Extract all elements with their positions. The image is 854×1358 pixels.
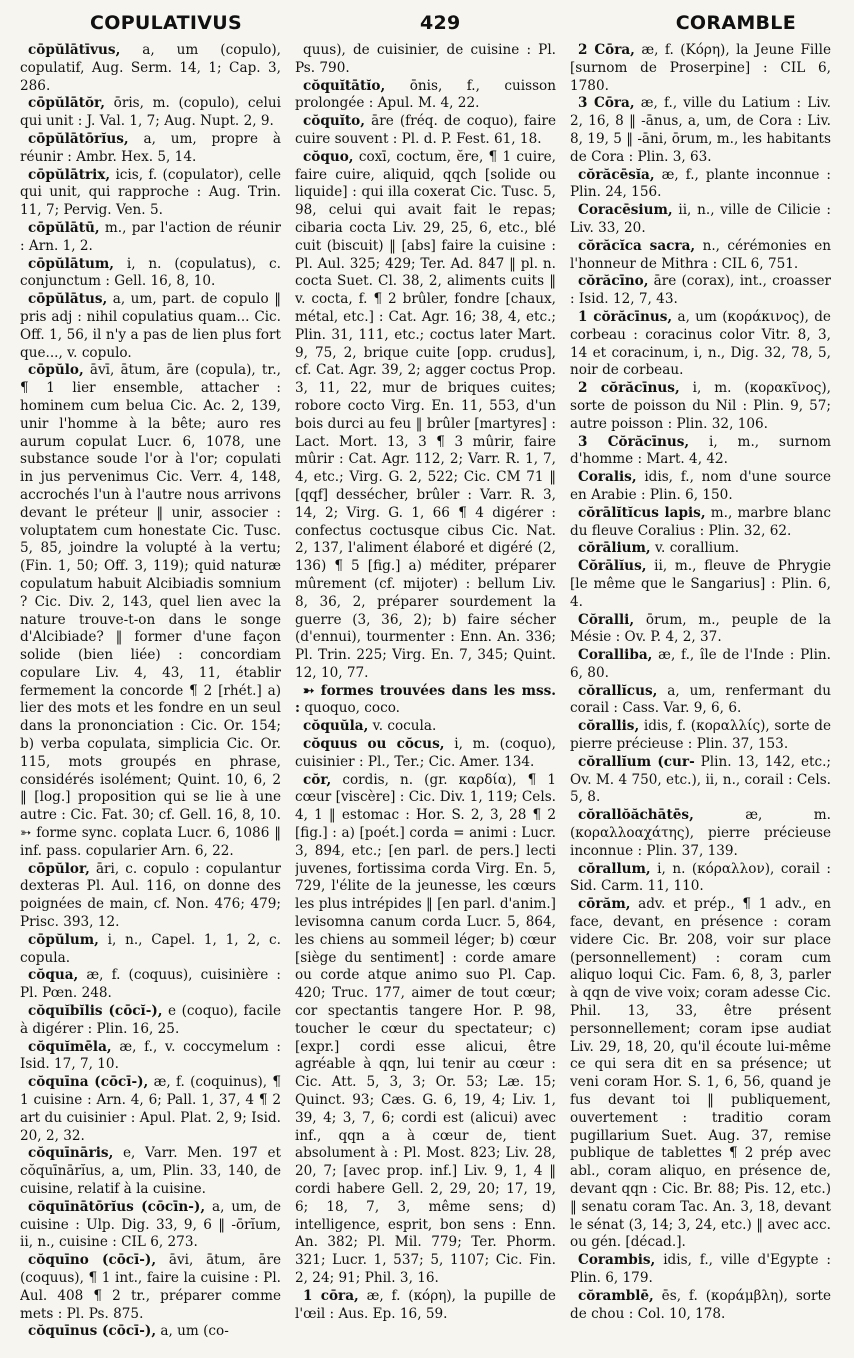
- entry-body: idis, f., nom d'une source en Arabie : Plin. 6, 150.: [570, 469, 831, 503]
- entry-body: i, m. (κορακῖνος), sorte de poisson du Nil : Plin. 9, 57; autre poisson : Plin. 32, 106.: [570, 380, 831, 432]
- dictionary-entry: [295, 772, 556, 1288]
- entry-headword: cŏrăcĭca sacra,: [578, 237, 696, 254]
- dictionary-entry: [20, 1003, 281, 1039]
- dictionary-entry: [570, 647, 831, 683]
- entry-headword: 3 Cŏrăcīnus,: [578, 433, 690, 450]
- entry-headword: 2 cŏrăcīnus,: [578, 380, 680, 397]
- dictionary-entry: [570, 167, 831, 203]
- entry-body: æ, f., île de l'Inde : Plin. 6, 80.: [570, 647, 831, 681]
- entry-headword: cŏrallĭum (cur-: [578, 753, 695, 770]
- entry-headword: cŏquĭbĭlis (cōcĭ-),: [28, 1003, 163, 1020]
- entry-headword: cōpŭlātū,: [28, 219, 100, 236]
- dictionary-entry: [295, 683, 556, 719]
- entry-headword: cŏquŭla,: [303, 718, 369, 735]
- dictionary-entry: [20, 1039, 281, 1075]
- dictionary-entry: [570, 505, 831, 541]
- entry-headword: cŏrallĭcus,: [578, 682, 658, 699]
- entry-body: idis, f. (κοραλλίς), sorte de pierre précieuse : Plin. 37, 153.: [570, 718, 831, 753]
- entry-headword: cŏquĭto,: [303, 113, 365, 130]
- dictionary-entry: [20, 291, 281, 362]
- dictionary-entry: [295, 1288, 556, 1324]
- dictionary-entry: [570, 309, 831, 380]
- entry-headword: cōpŭlātōrĭus,: [28, 130, 129, 147]
- dictionary-entry: [20, 861, 281, 932]
- dictionary-entry: [20, 1252, 281, 1323]
- entry-headword: cŏquo,: [303, 148, 354, 165]
- entry-body: m., marbre blanc du fleuve Coralius : Plin. 32, 62.: [570, 504, 831, 539]
- entry-body: v. cocula.: [372, 718, 437, 735]
- entry-body: ii, m., fleuve de Phrygie [le même que le Sangarius] : Plin. 6, 4.: [570, 558, 831, 610]
- entry-headword: cŏquĭmēla,: [28, 1038, 112, 1055]
- entry-body: a, um, renfermant du corail : Cass. Var. 9, 6, 6.: [570, 682, 831, 717]
- entry-headword: cŏrăcēsĭa,: [578, 166, 655, 183]
- entry-headword: Corambis,: [578, 1252, 656, 1269]
- entry-body: āre (fréq. de coquo), faire cuire souvent : Pl. d. P. Fest. 61, 18.: [295, 113, 556, 147]
- dictionary-entry: [20, 42, 281, 95]
- entry-body: ōnis, f., cuisson prolongée : Apul. M. 4, 22.: [295, 77, 556, 112]
- entry-headword: cŏrallŏăchātēs,: [578, 807, 694, 824]
- entry-headword: cŏrallum,: [578, 860, 651, 877]
- dictionary-entry: [295, 113, 556, 149]
- entry-headword: cŏquīna (cōcī-),: [28, 1074, 149, 1091]
- entry-body: n., cérémonies en l'honneur de Mithra : CIL 6, 751.: [570, 237, 831, 272]
- dictionary-entry: [20, 932, 281, 968]
- dictionary-entry: [295, 149, 556, 683]
- entry-body: āri, c. copulo : copulantur dexteras Pl. Aul. 116, on donne des poignées de main, cf. Non. 476; 479; Prisc. 393, 12.: [20, 860, 281, 931]
- entry-body: a, um (κοράκινος), de corbeau : coracinus color Vitr. 8, 3, 14 et coracinum, i, n., Dig. 32, 78, 5, noir de corbeau.: [570, 308, 831, 379]
- entry-headword: cōrăm,: [578, 896, 631, 913]
- entry-headword: 1 cōra,: [303, 1287, 359, 1304]
- entry-headword: cŏrallis,: [578, 718, 640, 735]
- entry-headword: cŏrālium,: [578, 540, 651, 557]
- dictionary-entry: [570, 95, 831, 166]
- entry-body: e, Varr. Men. 197 et cŏquīnārĭus, a, um, Plin. 33, 140, de cuisine, relatif à la cuisine.: [20, 1145, 281, 1197]
- running-head-left: COPULATIVUS: [90, 12, 242, 34]
- dictionary-entry: [570, 42, 831, 95]
- dictionary-entry: [570, 718, 831, 754]
- dictionary-entry: [295, 42, 556, 78]
- entry-body: æ, f. (κόρη), la pupille de l'œil : Aus. Ep. 16, 59.: [295, 1287, 556, 1322]
- entry-body: i, m., surnom d'homme : Mart. 4, 42.: [570, 433, 831, 468]
- dictionary-entry: [20, 1323, 281, 1341]
- dictionary-entry: [570, 558, 831, 611]
- dictionary-entry: [570, 202, 831, 238]
- entry-body: cordis, n. (gr. καρδία), ¶ 1 cœur [viscère] : Cic. Div. 1, 119; Cels. 4, 1 ‖ estomac : Hor. S. 2, 3, 28 ¶ 2 [fig.] : a) [poét.] corda = animi : Lucr. 3, 894, etc.; [en parl. de pers.] lecti juvenes, fortissima corda Virg. En. 5, 729, l'élite de la jeunesse, les cœurs les plus intrépides ‖ [en parl. d'anim.] levisomna canum corda Lucr. 5, 864, les chiens au sommeil léger; b) cœur [siège du sentiment] : corde amare ou corde atque animo suo Pl. Cap. 420; Truc. 177, aimer de tout cœur; cor spectantis tangere Hor. P. 98, toucher le cœur du spectateur; c) [expr.] cordi esse alicui, être agréable à qqn, lui tenir au cœur : Cic. Att. 5, 3, 3; Or. 53; Læ. 15; Quinct. 93; Cæs. G. 6, 19, 4; Liv. 1, 39, 4; 3, 7, 6; cordi est (alicui) avec inf., qqn a à cœur de, tient absolument à : Pl. Most. 823; Liv. 28, 20, 7; [avec prop. inf.] Liv. 9, 1, 4 ‖ cordi habere Gell. 2, 29, 20; 17, 19, 6; 18, 7, 3, même sens; d) intelligence, esprit, bon sens : Enn. An. 382; Pl. Mil. 779; Ter. Phorm. 321; Lucr. 1, 537; 5, 1107; Cic. Fin. 2, 24; 91; Phil. 3, 16.: [295, 771, 556, 1286]
- page-number: 429: [420, 12, 461, 34]
- dictionary-entry: [570, 380, 831, 433]
- dictionary-entry: [570, 754, 831, 807]
- dictionary-entry: [570, 807, 831, 860]
- entry-headword: cŏquīnus (cōcī-),: [28, 1323, 157, 1340]
- entry-body: æ, f. (coquus), cuisinière : Pl. Pœn. 248.: [20, 967, 281, 1002]
- entry-body: e (coquo), facile à digérer : Plin. 16, 25.: [20, 1003, 281, 1037]
- entry-headword: Coracēsium,: [578, 202, 673, 219]
- entry-body: a, um, propre à réunir : Ambr. Hex. 5, 14.: [20, 130, 281, 165]
- dictionary-entry: [20, 1145, 281, 1198]
- entry-body: icis, f. (copulator), celle qui unit, qui rapproche : Aug. Trin. 11, 7; Pervig. Ven. 5.: [20, 166, 281, 219]
- column-3: [570, 42, 831, 1352]
- dictionary-entry: [570, 273, 831, 309]
- entry-body: v. corallium.: [654, 540, 740, 557]
- entry-body: a, um, part. de copulo ‖ pris adj : nihil copulatius quam... Cic. Off. 1, 56, il n'y a pas de lien plus fort que..., v. copulo.: [20, 291, 281, 361]
- dictionary-entry: [570, 896, 831, 1252]
- entry-body: āre (corax), int., croasser : Isid. 12, 7, 43.: [570, 273, 831, 308]
- dictionary-entry: [20, 1074, 281, 1145]
- dictionary-entry: [295, 78, 556, 114]
- page-header: [20, 12, 836, 40]
- entry-headword: Cŏralli,: [578, 611, 635, 628]
- entry-headword: cŏrālĭtĭcus lapis,: [578, 504, 706, 521]
- entry-headword: cōpŭlātīvus,: [28, 42, 121, 58]
- entry-body: quoquo, coco.: [304, 700, 400, 717]
- entry-headword: cōpŭlātus,: [28, 291, 108, 308]
- entry-headword: cōpŭlo,: [28, 362, 84, 379]
- entry-body: i, n. (copulatus), c. conjunctum : Gell. 16, 8, 10.: [20, 255, 281, 290]
- entry-body: adv. et prép., ¶ 1 adv., en face, devant, en présence : coram videre Cic. Br. 208, voir sur place (personnellement) : coram cum aliquo loqui Cic. Fam. 6, 8, 3, parler à qqn de vive voix; coram adesse Cic. Phil. 13, 33, être présent personnellement; coram ipse audiat Liv. 29, 18, 20, qu'il écoute lui-même ce qui sera dit en sa présence; ut veni coram Hor. S. 1, 6, 56, quand je fus devant toi ‖ publiquement, ouvertement : traditio coram pugillarium Suet. Aug. 37, remise publique de tablettes ¶ 2 prép avec abl., coram aliquo, en présence de, devant qqn : Cic. Br. 88; Pis. 12, etc.) ‖ senatu coram Tac. An. 3, 18, devant le sénat (3, 14; 3, 24, etc.) ‖ avec acc. ou gén. [décad.].: [570, 896, 831, 1251]
- columns: [20, 42, 836, 1352]
- entry-body: āvi, ātum, āre (coquus), ¶ 1 int., faire la cuisine : Pl. Aul. 408 ¶ 2 tr., préparer comme mets : Pl. Ps. 875.: [20, 1252, 281, 1322]
- entry-headword: 1 cŏrăcīnus,: [578, 308, 673, 325]
- dictionary-entry: [20, 256, 281, 292]
- entry-headword: Cŏrālĭus,: [578, 558, 647, 575]
- entry-headword: Coralliba,: [578, 647, 653, 664]
- entry-body: æ, f., ville du Latium : Liv. 2, 16, 8 ‖ -ānus, a, um, de Cora : Liv. 8, 19, 5 ‖ -āni, ōrum, m., les habitants de Cora : Plin. 3, 63.: [570, 95, 831, 165]
- dictionary-entry: [295, 736, 556, 772]
- entry-headword: cōpŭlātrix,: [28, 166, 111, 183]
- dictionary-entry: [570, 540, 831, 558]
- entry-body: i, m. (coquo), cuisinier : Pl., Ter.; Cic. Amer. 134.: [295, 736, 556, 770]
- dictionary-entry: [570, 434, 831, 470]
- entry-body: ēs, f. (κοράμβλη), sorte de chou : Col. 10, 178.: [570, 1287, 831, 1322]
- entry-headword: cŏrăcīno,: [578, 273, 649, 290]
- dictionary-entry: [20, 131, 281, 167]
- column-2: [295, 42, 556, 1352]
- dictionary-entry: [570, 861, 831, 897]
- dictionary-entry: [20, 362, 281, 860]
- entry-body: a, um (copulo), copulatif, Aug. Serm. 14, 1; Cap. 3, 286.: [20, 42, 281, 94]
- dictionary-entry: [570, 612, 831, 648]
- entry-body: ōris, m. (copulo), celui qui unit : J. Val. 1, 7; Aug. Nupt. 2, 9.: [20, 95, 281, 130]
- entry-headword: cŏquĭtātĭo,: [303, 77, 386, 94]
- entry-body: æ, f. (Κόρη), la Jeune Fille [surnom de Proserpine] : CIL 6, 1780.: [570, 42, 831, 94]
- dictionary-entry: [20, 220, 281, 256]
- entry-body: idis, f., ville d'Egypte : Plin. 6, 179.: [570, 1252, 831, 1286]
- entry-body: i, n., Capel. 1, 1, 2, c. copula.: [20, 931, 281, 966]
- entry-headword: ➳ formes trouvées dans les mss. :: [295, 682, 556, 717]
- entry-headword: 2 Cōra,: [578, 42, 635, 58]
- entry-body: a, um (co-: [160, 1323, 229, 1340]
- entry-headword: cōpŭlum,: [28, 931, 99, 948]
- entry-body: coxī, coctum, ĕre, ¶ 1 cuire, faire cuire, aliquid, qqch [solide ou liquide] : qui illa coxerat Cic. Tusc. 5, 98, celui qui avait fait le repas; cibaria cocta Liv. 29, 25, 6, etc., blé cuit (biscuit) ‖ [abs] faire la cuisine : Pl. Aul. 325; 429; Ter. Ad. 847 ‖ pl. n. cocta Suet. Cl. 38, 2, aliments cuits ‖ v. cocta, f. ¶ 2 brûler, fondre [chaux, métal, etc.] : Cat. Agr. 16; 38, 4, etc.; Plin. 31, 111, etc.; coctus later Mart. 9, 75, 2, brique cuite [opp. crudus], cf. Cat. Agr. 39, 2; agger coctus Prop. 3, 11, 22, mur de briques cuites; robore cocto Virg. En. 11, 553, d'un bois durci au feu ‖ brûler [martyres] : Lact. Mort. 13, 3 ¶ 3 mûrir, faire mûrir : Cat. Agr. 112, 2; Varr. R. 1, 7, 4, etc.; Virg. G. 2, 522; Cic. CM 71 ‖ [qqf] dessécher, brûler : Varr. R. 3, 14, 2; Virg. G. 1, 66 ¶ 4 digérer : confectus coctusque cibus Cic. Nat. 2, 137, l'aliment élaboré et digéré (2, 136) ¶ 5 [fig.] a) méditer, préparer mûrement (cf. mijoter) : bellum Liv. 8, 36, 2, préparer sourdement la guerre (3, 36, 2); b) faire sécher (d'ennui), tourmenter : Enn. An. 336; Pl. Trin. 225; Virg. En. 7, 345; Quint. 12, 10, 77.: [295, 148, 556, 681]
- entry-body: āvī, ātum, āre (copula), tr., ¶ 1 lier ensemble, attacher : hominem cum belua Cic. Ac. 2, 139, unir l'homme à la bête; auro res aurum copulat Lucr. 6, 1078, une substance soude l'or à l'or; copulati in jus pervenimus Cic. Verr. 4, 148, accrochés l'un à l'autre nous arrivons devant le préteur ‖ unir, associer : voluptatem cum honestate Cic. Tusc. 5, 85, joindre la volupté à la vertu; (Fin. 1, 50; Off. 3, 119); quid naturæ copulatum habuit Alcibiadis somnium ? Cic. Div. 2, 143, quel lien avec la nature trouve-t-on dans le songe d'Alcibiade? ‖ former d'une façon solide (bien liée) : concordiam copulare Liv. 4, 43, 11, établir fermement la concorde ¶ 2 [rhét.] a) lier des mots et les fondre en un seul dans la prononciation : Cic. Or. 154; b) verba copulata, simplicia Cic. Or. 115, mots groupés en phrase, considérés isolément; Quint. 10, 6, 2 ‖ [log.] proposition qui se lie à une autre : Cic. Fat. 30; cf. Gell. 16, 8, 10. ➳ forme sync. coplata Lucr. 6, 1086 ‖ inf. pass. copularier Arn. 6, 22.: [20, 362, 281, 859]
- dictionary-entry: [20, 1199, 281, 1252]
- dictionary-entry: [295, 718, 556, 736]
- entry-headword: cŏquīnātōrĭus (cōcīn-),: [28, 1198, 206, 1215]
- entry-body: i, n. (κόραλλον), corail : Sid. Carm. 11, 110.: [570, 860, 831, 895]
- entry-body: æ, m. (κοραλλοαχάτης), pierre précieuse inconnue : Plin. 37, 139.: [570, 807, 831, 859]
- entry-headword: cŏr,: [303, 771, 332, 788]
- column-1: [20, 42, 281, 1352]
- entry-headword: cŏqua,: [28, 967, 79, 984]
- entry-headword: cŏquīnāris,: [28, 1145, 114, 1162]
- entry-headword: Coralis,: [578, 469, 637, 486]
- entry-headword: cōpŭlor,: [28, 860, 90, 877]
- entry-headword: 3 Cōra,: [578, 95, 635, 112]
- dictionary-entry: [570, 1252, 831, 1288]
- entry-headword: cŏramblē,: [578, 1287, 654, 1304]
- entry-body: ōrum, m., peuple de la Mésie : Ov. P. 4, 2, 37.: [570, 611, 831, 646]
- entry-body: æ, f., v. coccymelum : Isid. 17, 7, 10.: [20, 1038, 281, 1073]
- entry-headword: cōpŭlātum,: [28, 255, 114, 272]
- entry-body: Plin. 13, 142, etc.; Ov. M. 4 750, etc.), ii, n., corail : Cels. 5, 8.: [570, 753, 831, 806]
- dictionary-entry: [20, 967, 281, 1003]
- entry-body: ii, n., ville de Cilicie : Liv. 33, 20.: [570, 202, 831, 236]
- entry-body: æ, f. (coquinus), ¶ 1 cuisine : Arn. 4, 6; Pall. 1, 37, 4 ¶ 2 art du cuisinier : Apul. Plat. 2, 9; Isid. 20, 2, 32.: [20, 1074, 281, 1144]
- dictionary-entry: [570, 683, 831, 719]
- dictionary-entry: [20, 95, 281, 131]
- entry-body: m., par l'action de réunir : Arn. 1, 2.: [20, 219, 281, 254]
- entry-headword: cŏquus ou cŏcus,: [303, 736, 445, 753]
- dictionary-entry: [570, 469, 831, 505]
- entry-headword: cŏquīno (cōcī-),: [28, 1252, 157, 1269]
- entry-body: æ, f., plante inconnue : Plin. 24, 156.: [570, 166, 831, 201]
- running-head-right: CORAMBLE: [675, 12, 796, 34]
- entry-body: quus), de cuisinier, de cuisine : Pl. Ps. 790.: [295, 42, 556, 76]
- entry-headword: cōpŭlātŏr,: [28, 95, 105, 112]
- dictionary-entry: [20, 167, 281, 220]
- entry-body: a, um, de cuisine : Ulp. Dig. 33, 9, 6 ‖ -ōrĭum, ii, n., cuisine : CIL 6, 273.: [20, 1198, 281, 1251]
- dictionary-entry: [570, 238, 831, 274]
- dictionary-entry: [570, 1288, 831, 1324]
